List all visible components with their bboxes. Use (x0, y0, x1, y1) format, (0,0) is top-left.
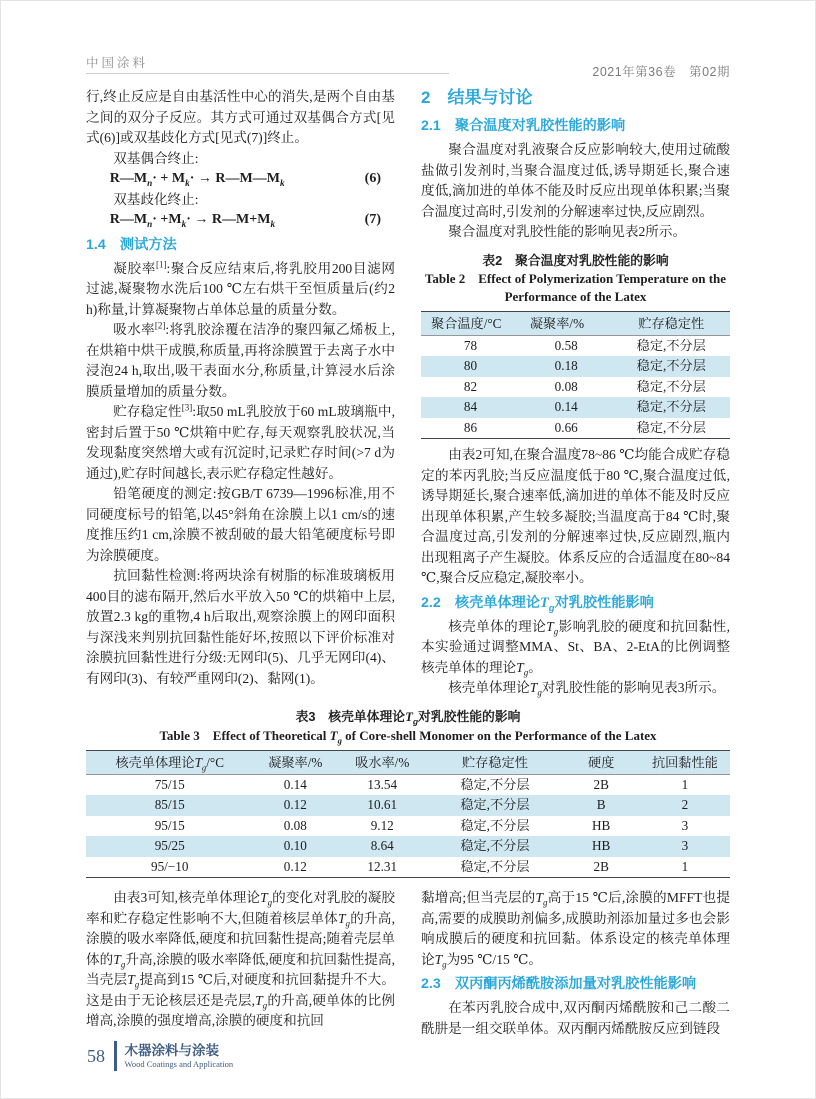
paragraph-termination: 行,终止反应是自由基活性中心的消失,是两个自由基之间的双分子反应。其方式可通过双基偶合方式[见式(6)]或双基歧化方式[见式(7)]终止。 (86, 89, 395, 145)
paragraph-see-table2: 聚合温度对乳胶性能的影响见表2所示。 (448, 224, 687, 239)
page-number: 58 (87, 1045, 105, 1066)
equation-7 (86, 210, 395, 231)
right-column (421, 87, 730, 699)
paragraph-pencil-hardness: 铅笔硬度的测定:按GB/T 6739—1996标准,用不同硬度标号的铅笔,以45°斜角在涂膜上以1 cm/s的速度推压约1 cm,涂膜不被刮破的最大铅笔硬度标号即为涂膜硬度。 (86, 486, 395, 563)
section-heading-2-2: 2.2 核壳单体理论$T_g$对乳胶性能影响 (421, 594, 654, 613)
table-cell: 稳定,不分层 (636, 337, 706, 353)
table-cell: 0.08 (554, 378, 578, 394)
bottom-left-column (86, 888, 395, 1039)
table-cell: 稳定,不分层 (636, 419, 706, 435)
table-cell: HB (592, 817, 611, 833)
table-cell: 95/25 (86, 836, 253, 857)
table2-title-en-line1: Table 2 Effect of Polymerization Temperature on the (424, 270, 727, 286)
equation-6-number: (6) (364, 171, 381, 186)
table-cell: 13.54 (367, 776, 398, 792)
paragraph-table2-discussion: 由表2可知,在聚合温度78~86 ℃均能合成贮存稳定的苯丙乳胶;当反应温度低于80 ℃,聚合温度过低,诱导期延长,聚合速率低,滴加进的单体不能及时反应出现单体积累,产生较多凝胶;当温度高于84 ℃时,聚合温度过高,引发剂的分解速率过快,反应剧烈,瓶内出现粗离子产生凝胶。体系反应的合适温度在80~84 ℃,聚合反应稳定,凝胶率小。 (421, 447, 730, 585)
table-cell: 稳定,不分层 (427, 795, 562, 816)
table-cell: 95/15 (154, 817, 185, 833)
paragraph-storage-stability: 贮存稳定性[3]:取50 mL乳胶放于60 mL玻璃瓶中,密封后置于50 ℃烘箱中贮存,每天观察乳胶状况,当发现黏度突然增大或有沉淀时,记录贮存时间(>7 d为通过),贮存时间越长,表示贮存稳定性越好。 (86, 402, 395, 481)
table2-title-en-line2: Performance of the Latex (504, 288, 647, 304)
table-cell: 82 (463, 378, 478, 394)
footer-divider (114, 1041, 117, 1071)
paragraph-table3-discussion: 由表3可知,核壳单体理论$T_g$的变化对乳胶的凝胶率和贮存稳定性影响不大,但随着核层单体$T_g$的升高,涂膜的吸水率降低,硬度和抗回黏性提高;随着壳层单体的$T_g$升高,涂膜的吸水率降低,硬度和抗回黏性提高,当壳层$T_g$提高到15 ℃后,对硬度和抗回黏提升不大。这是由于无论核层还是壳层$,T_g$的升高,硬单体的比例增高,涂膜的强度增高,涂膜的硬度和抗回 (86, 890, 396, 1028)
equation-6-expression: $R—M_n\cdot + M_k\cdot$ → $R—M—M_k$ (109, 171, 285, 188)
paragraph-tg-intro: 核壳单体的理论$T_g$影响乳胶的硬度和抗回黏性,本实验通过调整MMA、St、BA、2-EtA的比例调整核壳单体的理论$T_g$。 (421, 618, 730, 678)
paragraph-gel-rate: 凝胶率[1]:聚合反应结束后,将乳胶用200目滤网过滤,凝聚物水洗后100 ℃左右烘干至恒质量后(约2 h)称量,计算凝聚物占单体总量的质量分数。 (86, 258, 396, 317)
page-header (86, 51, 730, 87)
table-cell: 0.12 (253, 795, 337, 816)
table-cell: 0.14 (283, 776, 307, 792)
table-cell: 稳定,不分层 (460, 776, 530, 792)
paragraph-anti-blocking: 抗回黏性检测:将两块涂有树脂的标准玻璃板用400目的滤布隔开,然后水平放入50 ℃的烘箱中上层,放置2.3 kg的重物,4 h后取出,观察涂膜上的网印面积与深浅来判别抗回黏性能好坏,按照以下评价标准对涂膜抗回黏性进行分级:无网印(5)、几乎无网印(4)、有网印(3)、有较严重网印(2)、黏网(1)。 (86, 568, 395, 686)
journal-name: 中国涂料 (86, 56, 149, 70)
equation-7-expression: $R—M_n\cdot +M_k\cdot$ → $R—M+M_k$ (109, 212, 276, 229)
section-heading-2-3: 2.3 双丙酮丙烯酰胺添加量对乳胶性能影响 (421, 976, 697, 992)
table-cell: 稳定,不分层 (613, 356, 730, 377)
table-column-header: 贮存稳定性 (613, 311, 730, 335)
table-cell: 稳定,不分层 (613, 397, 730, 418)
table-column-header: 核壳单体理论$T_g/^\circ C$ (86, 750, 253, 774)
table-column-header: 聚合温度/°C (421, 311, 520, 335)
table-cell: 78 (463, 337, 478, 353)
table-cell: 0.14 (520, 397, 613, 418)
table-column-header: 抗回黏性能 (640, 750, 730, 774)
table2-block (421, 251, 730, 440)
footer-journal (125, 1043, 234, 1070)
table3-title-en: Table 3 Effect of Theoretical $T_g$ of Core-shell Monomer on the Performance of the Latex (159, 727, 657, 746)
table-cell: 2 (640, 795, 730, 816)
section-heading-2: 2 结果与讨论 (421, 88, 533, 107)
table-column-header: 贮存稳定性 (427, 750, 562, 774)
equation-label-disproportionation: 双基歧化终止: (113, 191, 199, 207)
table-cell: 3 (640, 836, 730, 857)
table3-title-cn: 表3 核壳单体理论$T_g$对乳胶性能的影响 (295, 708, 521, 727)
section-heading-1-4: 1.4 测试方法 (86, 236, 177, 253)
table-row (421, 377, 730, 398)
table-row (421, 418, 730, 439)
page-footer (87, 1041, 233, 1071)
table-row (86, 857, 730, 878)
table-cell: 0.10 (253, 836, 337, 857)
footer-journal-en: Wood Coatings and Application (124, 1058, 234, 1069)
upper-columns (86, 87, 730, 699)
table-cell: 0.66 (554, 419, 578, 435)
table-cell: 稳定,不分层 (427, 836, 562, 857)
table-column-header: 硬度 (563, 750, 640, 774)
table-row (86, 774, 730, 795)
table-cell: 95/−10 (150, 858, 189, 874)
table-cell: 0.58 (554, 337, 578, 353)
paragraph-daam: 在苯丙乳胶合成中,双丙酮丙烯酰胺和己二酸二酰肼是一组交联单体。双丙酮丙烯酰胺反应到链段 (421, 1000, 730, 1036)
table-cell: 9.12 (370, 817, 394, 833)
table-row (421, 356, 730, 377)
table2 (421, 311, 730, 440)
table-row (86, 795, 730, 816)
paragraph-polymerization-temperature: 聚合温度对乳液聚合反应影响较大,使用过硫酸盐做引发剂时,当聚合温度过低,诱导期延长,聚合速度低,滴加进的单体不能及时反应出现单体积累;当聚合温度过高时,引发剂的分解速率过快,反应剧烈。 (421, 142, 730, 219)
table-cell: 84 (421, 397, 520, 418)
table-cell: 80 (421, 356, 520, 377)
header-rule (86, 73, 449, 74)
table-column-header: 凝聚率/% (253, 750, 337, 774)
left-column (86, 87, 395, 699)
issue-info: 2021年第36卷 第02期 (592, 65, 730, 79)
lower-columns (86, 888, 730, 1039)
table-header-row (421, 311, 730, 335)
table-cell: 3 (681, 817, 689, 833)
table-cell: 12.31 (367, 858, 398, 874)
footer-journal-cn: 木器涂料与涂装 (124, 1042, 219, 1058)
table-cell: 2B (593, 776, 609, 792)
table-cell: 1 (681, 858, 689, 874)
paragraph-shell-tg: 黏增高;但当壳层的$T_g$高于15 ℃后,涂膜的MFFT也提高,需要的成膜助剂偏多,成膜助剂添加量过多也会影响成膜后的硬度和抗回黏。体系设定的核壳单体理论$T_g$为95 ℃/15 ℃。 (421, 890, 730, 970)
table-cell: B (563, 795, 640, 816)
table2-title-cn: 表2 聚合温度对乳胶性能的影响 (482, 252, 669, 268)
equation-label-coupling: 双基偶合终止: (113, 150, 199, 166)
bottom-right-column (421, 888, 730, 1039)
table-cell: 稳定,不分层 (460, 858, 530, 874)
table3 (86, 750, 730, 879)
section-heading-2-1: 2.1 聚合温度对乳胶性能的影响 (421, 118, 626, 134)
table-column-header: 凝聚率/% (520, 311, 613, 335)
table-header-row (86, 750, 730, 774)
table-row (86, 816, 730, 837)
table3-block (86, 707, 730, 879)
table-cell: 0.12 (283, 858, 307, 874)
table-column-header: 吸水率/% (337, 750, 427, 774)
table-cell: 8.64 (337, 836, 427, 857)
table-row (421, 335, 730, 356)
table-cell: 86 (463, 419, 478, 435)
table-cell: 0.08 (283, 817, 307, 833)
table-cell: 稳定,不分层 (460, 817, 530, 833)
table-cell: 85/15 (86, 795, 253, 816)
equation-6 (86, 169, 395, 190)
table-cell: 10.61 (337, 795, 427, 816)
table-cell: 1 (681, 776, 689, 792)
paragraph-see-table3: 核壳单体理论$T_g$对乳胶性能的影响见表3所示。 (448, 680, 726, 698)
equation-7-number: (7) (364, 212, 381, 227)
table-cell: HB (563, 836, 640, 857)
paragraph-water-absorption: 吸水率[2]:将乳胶涂覆在洁净的聚四氟乙烯板上,在烘箱中烘干成膜,称质量,再将涂膜置于去离子水中浸泡24 h,取出,吸干表面水分,称质量,计算浸水后涂膜质量增加的质量分数。 (86, 320, 395, 399)
table-cell: 0.18 (520, 356, 613, 377)
table-cell: 75/15 (154, 776, 185, 792)
table-cell: 2B (593, 858, 609, 874)
table-row (421, 397, 730, 418)
table-cell: 稳定,不分层 (636, 378, 706, 394)
table-row (86, 836, 730, 857)
